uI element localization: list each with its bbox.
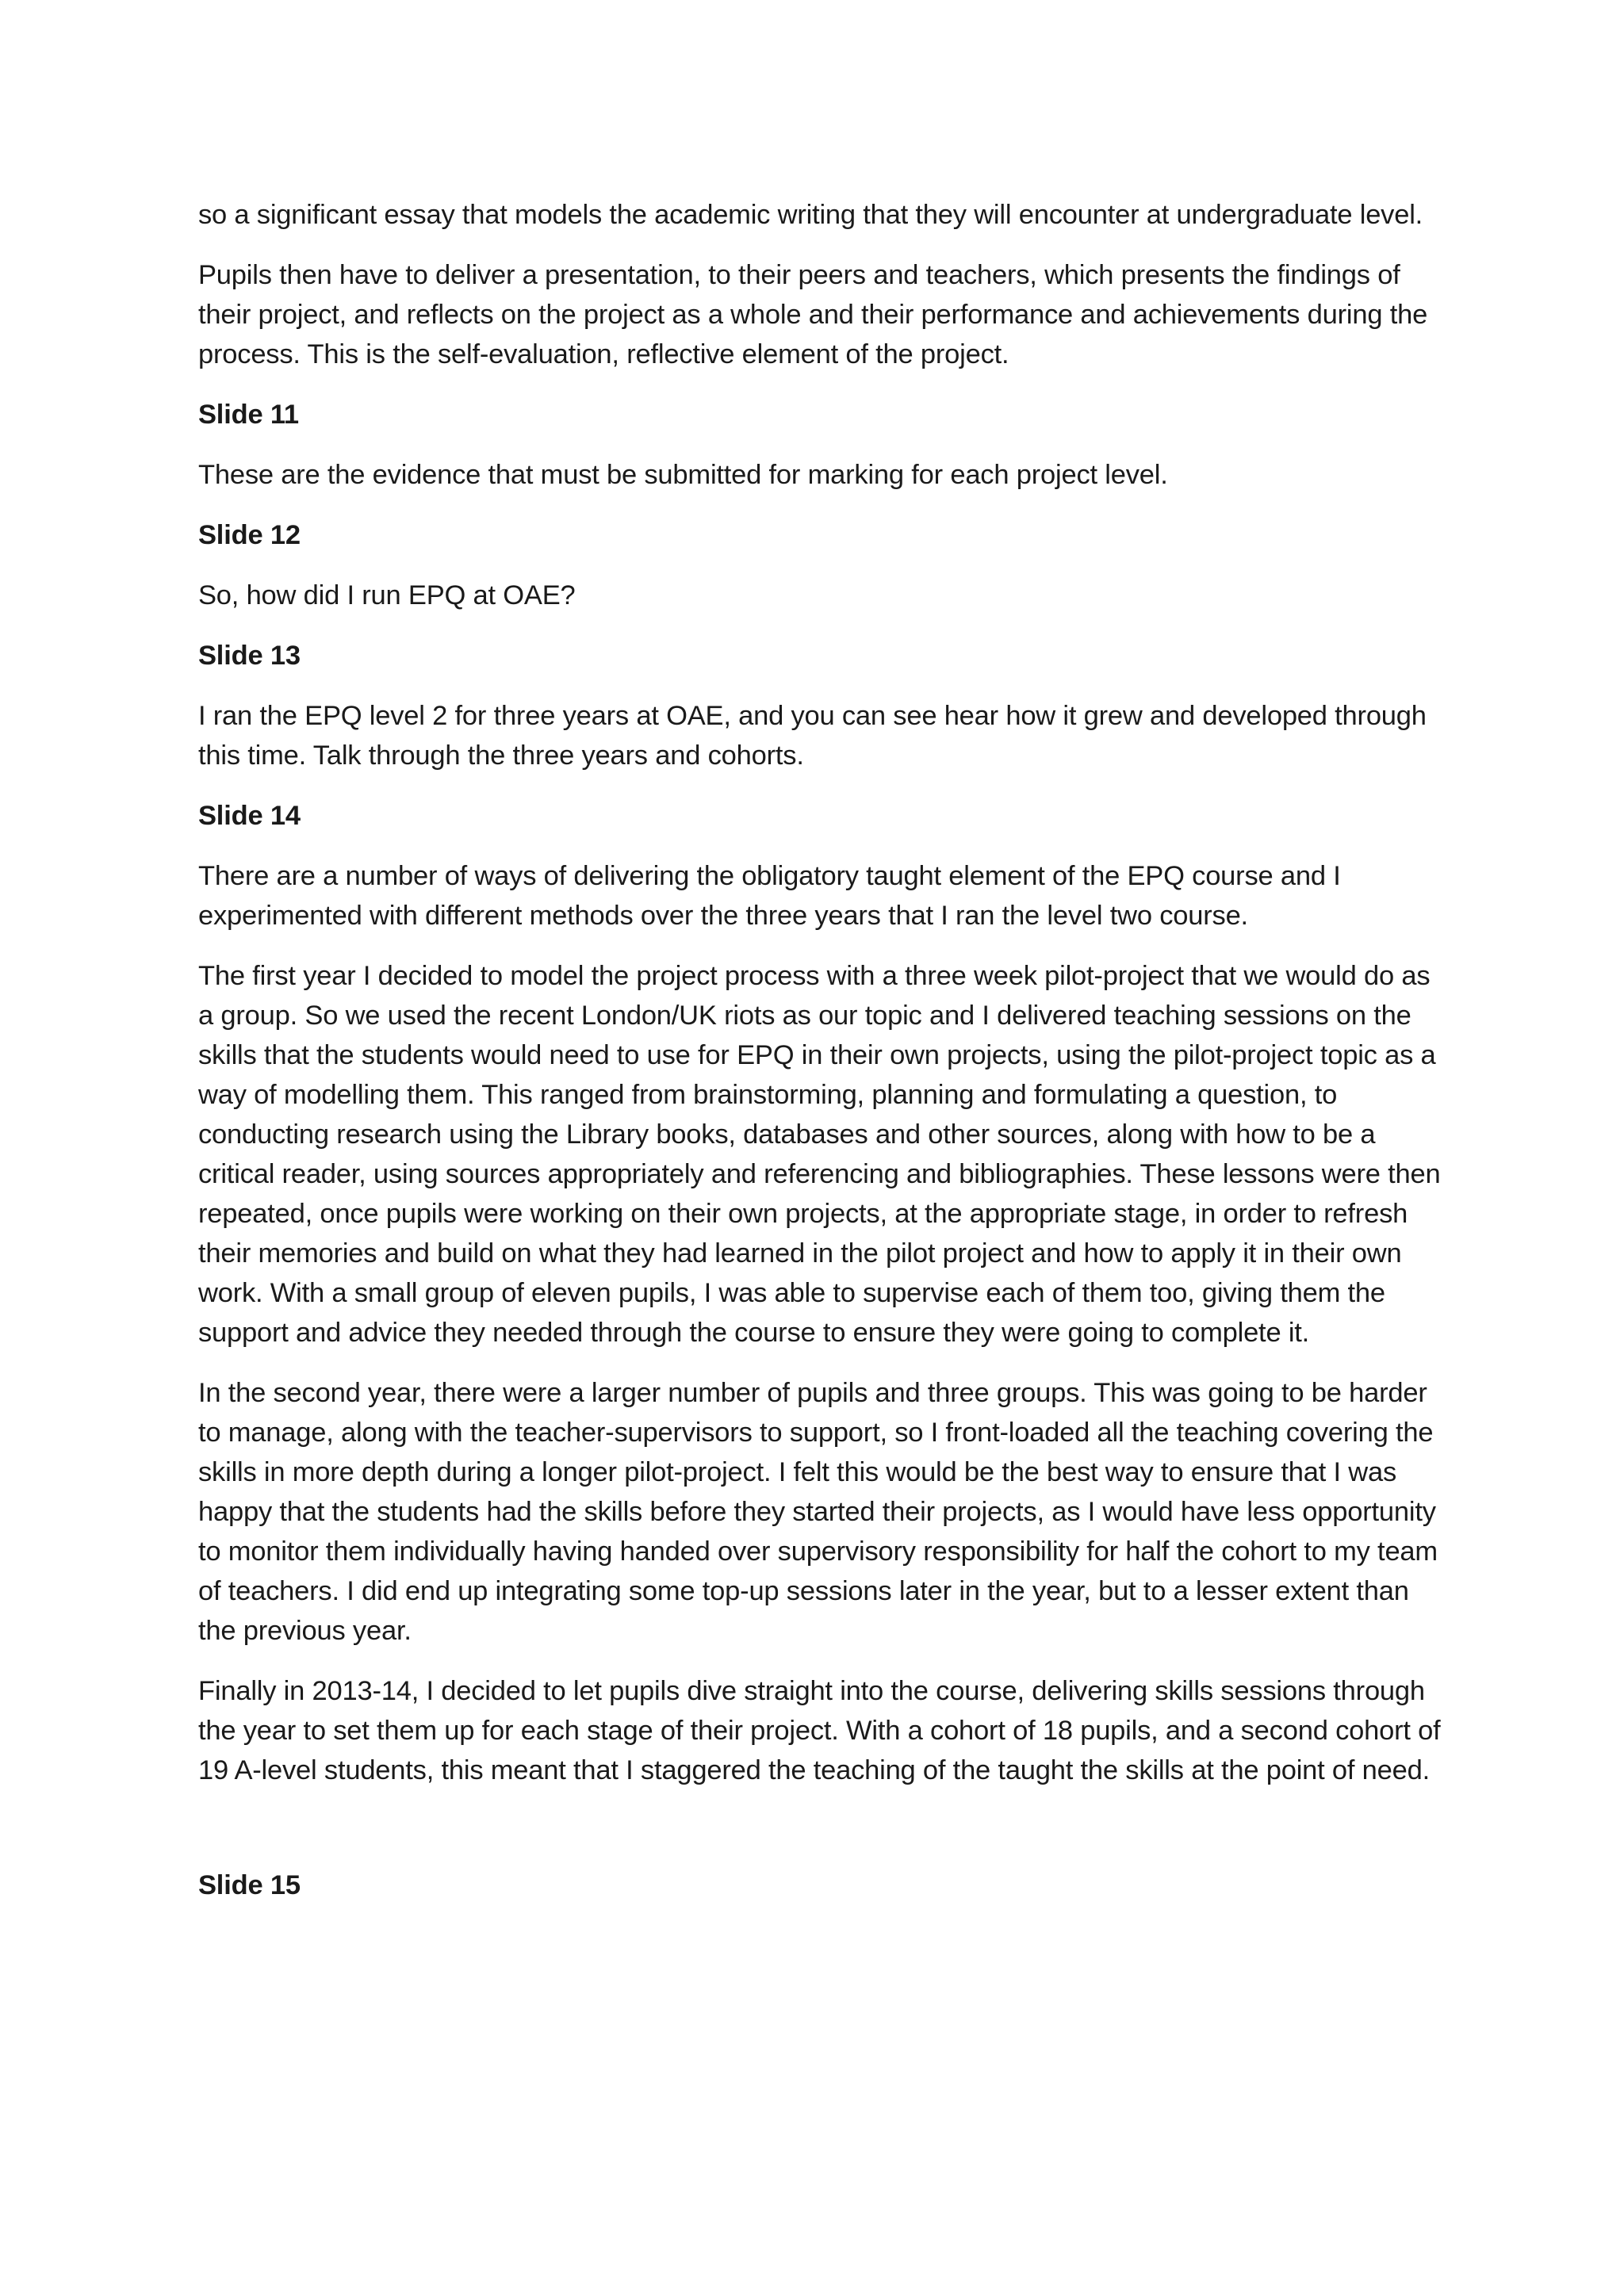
paragraph-final-year: Finally in 2013-14, I decided to let pupils dive straight into the course, delivering skills sessions through the year to set them up for each stage of their project. With a cohort of 18 pupils, and a second cohort of 19 A-level students, this meant that I staggered the teaching of the taught the skills at the point of need.	[198, 1676, 1441, 1785]
heading-slide-14: Slide 14	[198, 801, 301, 831]
paragraph-evidence: These are the evidence that must be submitted for marking for each project level.	[198, 460, 1168, 490]
heading-slide-11: Slide 11	[198, 400, 299, 430]
paragraph-presentation: Pupils then have to deliver a presentation, to their peers and teachers, which presents the findings of their project, and reflects on the project as a whole and their performance and achievements during the process. This is the self-evaluation, reflective element of the project.	[198, 260, 1428, 369]
paragraph-epq-level-2: I ran the EPQ level 2 for three years at OAE, and you can see hear how it grew and developed through this time. Talk through the three years and cohorts.	[198, 701, 1427, 771]
paragraph-how-run-epq: So, how did I run EPQ at OAE?	[198, 580, 576, 610]
paragraph-first-year: The first year I decided to model the project process with a three week pilot-project that we would do as a group. So we used the recent London/UK riots as our topic and I delivered teaching sessions on the skills that the students would need to use for EPQ in their own projects, using the pilot-project topic as a way of modelling them. This ranged from brainstorming, planning and formulating a question, to conducting research using the Library books, databases and other sources, along with how to be a critical reader, using sources appropriately and referencing and bibliographies. These lessons were then repeated, once pupils were working on their own projects, at the appropriate stage, in order to refresh their memories and build on what they had learned in the pilot project and how to apply it in their own work. With a small group of eleven pupils, I was able to supervise each of them too, giving them the support and advice they needed through the course to ensure they were going to complete it.	[198, 961, 1441, 1348]
paragraph-essay-continuation: so a significant essay that models the academic writing that they will encounter at undergraduate level.	[198, 200, 1423, 230]
paragraph-delivery-methods: There are a number of ways of delivering the obligatory taught element of the EPQ course and I experimented with different methods over the three years that I ran the level two course.	[198, 861, 1341, 931]
heading-slide-15: Slide 15	[198, 1870, 301, 1900]
heading-slide-13: Slide 13	[198, 641, 301, 671]
document-page	[198, 195, 1451, 1926]
paragraph-second-year: In the second year, there were a larger number of pupils and three groups. This was going to be harder to manage, along with the teacher-supervisors to support, so I front-loaded all the teaching covering the skills in more depth during a longer pilot-project. I felt this would be the best way to ensure that I was happy that the students had the skills before they started their projects, as I would have less opportunity to monitor them individually having handed over supervisory responsibility for half the cohort to my team of teachers. I did end up integrating some top-up sessions later in the year, but to a lesser extent than the previous year.	[198, 1378, 1438, 1646]
heading-slide-12: Slide 12	[198, 520, 301, 550]
